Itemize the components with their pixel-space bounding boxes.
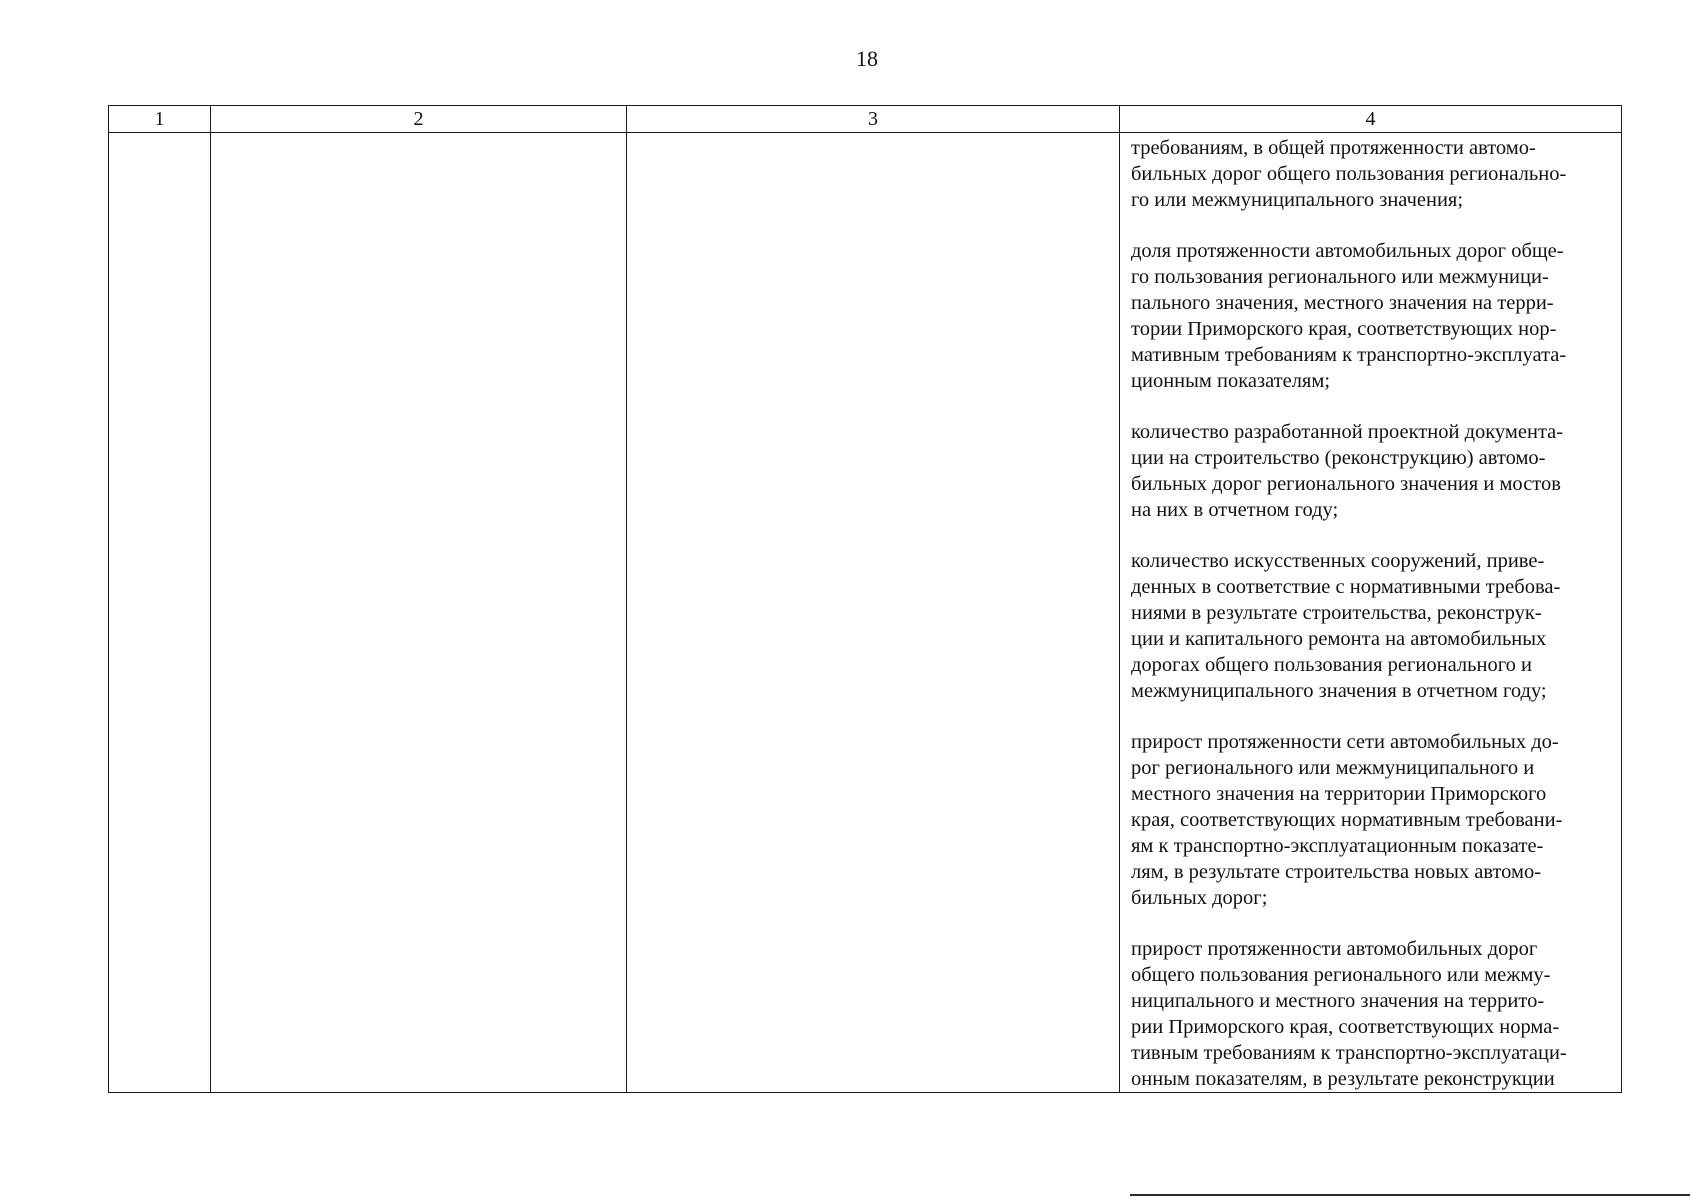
text-line: общего пользования регионального или межму- [1131,964,1551,986]
text-line: доля протяженности автомобильных дорог обще- [1131,240,1564,262]
text-line: пального значения, местного значения на терри- [1131,292,1554,314]
text-line: денных в соответствие с нормативными требова- [1131,576,1561,598]
text-line: ционным показателям; [1131,370,1331,392]
text-line: количество искусственных сооружений, приве- [1131,550,1545,572]
cell-column-3 [627,133,1120,1093]
text-line: дорогах общего пользования регионального и [1131,654,1532,676]
bottom-divider-line [1130,1194,1690,1196]
text-line: прирост протяженности автомобильных дорог [1131,938,1538,960]
paragraph-5 [1131,729,1611,911]
paragraph-6 [1131,936,1611,1092]
column-header-3: 3 [627,106,1120,133]
text-line: бильных дорог общего пользования регионально- [1131,163,1567,185]
text-line: тории Приморского края, соответствующих нор- [1131,318,1557,340]
text-line: края, соответствующих нормативным требовани- [1131,809,1563,831]
document-table [108,105,1622,1093]
text-line: ниципального и местного значения на террито- [1131,990,1545,1012]
paragraph-2 [1131,238,1611,394]
cell-column-2 [211,133,627,1093]
table-row [109,133,1622,1093]
column-header-2: 2 [211,106,627,133]
text-line: ции на строительство (реконструкцию) автомо- [1131,447,1546,469]
text-line: прирост протяженности сети автомобильных до- [1131,731,1559,753]
text-line: ниями в результате строительства, реконструк- [1131,602,1542,624]
text-line: рии Приморского края, соответствующих норма- [1131,1016,1560,1038]
column-header-1: 1 [109,106,211,133]
text-line: рог регионального или межмуниципального и [1131,757,1535,779]
page-number: 18 [856,46,878,71]
text-line: межмуниципального значения в отчетном году; [1131,680,1547,702]
text-line: го пользования регионального или межмуници- [1131,266,1549,288]
text-line: ям к транспортно-эксплуатационным показате- [1131,835,1544,857]
text-line: тивным требованиям к транспортно-эксплуатаци- [1131,1042,1567,1064]
text-line: ции и капитального ремонта на автомобильных [1131,628,1547,650]
text-line: на них в отчетном году; [1131,499,1339,521]
paragraph-3 [1131,419,1611,523]
paragraph-1 [1131,135,1611,213]
text-line: лям, в результате строительства новых автомо- [1131,861,1542,883]
column-header-4: 4 [1120,106,1622,133]
text-line: мативным требованиям к транспортно-эксплуата- [1131,344,1567,366]
table-header-row [109,106,1622,133]
text-line: бильных дорог регионального значения и мостов [1131,473,1561,495]
text-line: требованиям, в общей протяженности автомо- [1131,137,1536,159]
cell-column-1 [109,133,211,1093]
text-line: го или межмуниципального значения; [1131,189,1464,211]
text-line: бильных дорог; [1131,887,1268,909]
text-line: количество разработанной проектной документа- [1131,421,1564,443]
paragraph-4 [1131,548,1611,704]
cell-column-4 [1120,133,1622,1093]
text-line: местного значения на территории Приморского [1131,783,1547,805]
text-line: онным показателям, в результате реконструкции [1131,1068,1555,1090]
